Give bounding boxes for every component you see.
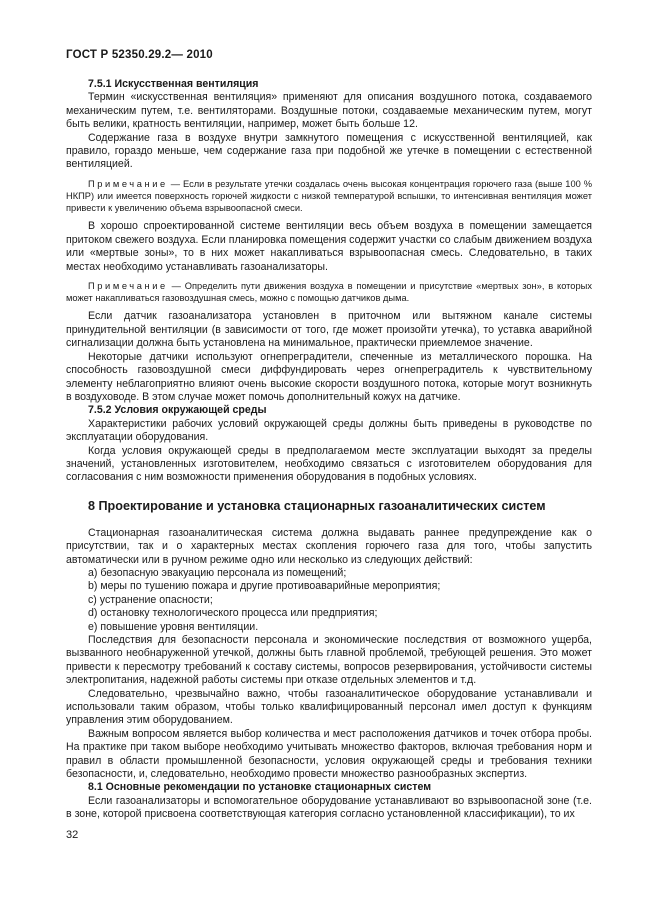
paragraph: Содержание газа в воздухе внутри замкнутого помещения с искусственной вентиляцией, как правило, гораздо меньше, чем содержание газа при подобной же утечке в помещении с естественной вентиляцией. [66, 131, 592, 171]
list-item: e) повышение уровня вентиляции. [88, 620, 259, 633]
paragraph: Термин «искусственная вентиляция» применяют для описания воздушного потока, создаваемого механическим путем, т.е. вентиляторами. Воздушные потоки, создаваемые механическим путем, могут быть велики, кратность вентиляции, например, может быть больше 12. [66, 91, 592, 131]
page-number: 32 [66, 829, 79, 841]
subsection-heading-7-5-2: 7.5.2 Условия окружающей среды [88, 404, 267, 417]
list-item: а) безопасную эвакуацию персонала из помещений; [88, 566, 347, 579]
section-title-8: 8 Проектирование и установка стационарных газоаналитических систем [88, 498, 546, 513]
paragraph: В хорошо спроектированной системе вентиляции весь объем воздуха в помещении замещается притоком свежего воздуха. Если планировка помещения содержит участки со слабым движением воздуха или «мертвые зоны», то в них может накапливаться взрывоопасная смесь. Следовательно, в таких местах необходимо устанавливать газоанализаторы. [66, 220, 592, 273]
note-label: Примечание [88, 178, 168, 189]
note-text: — Если в результате утечки создалась очень высокая концентрация горючего газа (выше 100 % НКПР) или имеется поверхность горючей жидкости с низкой температурой вспышки, то интенсивная вентиляция может привести к увеличению объема взрывоопасной смеси. [66, 178, 592, 214]
note [66, 178, 592, 215]
paragraph: Если газоанализаторы и вспомогательное оборудование устанавливают во взрывоопасной зоне (т.е. в зоне, которой присвоена соответствующая категория согласно установленной классификации), то их [66, 794, 592, 821]
paragraph: Стационарная газоаналитическая система должна выдавать раннее предупреждение как о присутствии, так и о характерных местах скопления горючего газа для того, чтобы запустить автоматически или в ручном режиме одно или несколько из следующих действий: [66, 526, 592, 566]
page-header: ГОСТ Р 52350.29.2— 2010 [66, 49, 213, 61]
paragraph: Когда условия окружающей среды в предполагаемом месте эксплуатации выходят за пределы значений, установленных изготовителем, необходимо связаться с изготовителем оборудования для согласования с ним возможности применения оборудования в подобных условиях. [66, 444, 592, 484]
note-text: — Определить пути движения воздуха в помещении и присутствие «мертвых зон», в которых может накапливаться газовоздушная смесь, можно с помощью датчиков дыма. [66, 281, 592, 304]
note [66, 280, 592, 304]
paragraph: Важным вопросом является выбор количества и мест расположения датчиков и точек отбора пробы. На практике при таком выборе необходимо учитывать множество факторов, включая требования норм и правил в области промышленной безопасности, условия окружающей среды и требования техники безопасности, и, следовательно, необходимо провести множество разнообразных экспертиз. [66, 727, 592, 781]
action-list [66, 567, 592, 634]
subsection-heading-7-5-1: 7.5.1 Искусственная вентиляция [88, 78, 259, 90]
list-item: c) устранение опасности; [88, 593, 213, 606]
list-item: d) остановку технологического процесса или предприятия; [88, 607, 378, 620]
paragraph: Если датчик газоанализатора установлен в приточном или вытяжном канале системы принудительной вентиляции (в зависимости от того, где может произойти утечка), то уставка аварийной сигнализации должна быть установлена на минимальное, практически приемлемое значение. [66, 310, 592, 350]
subsection-heading-8-1: 8.1 Основные рекомендации по установке стационарных систем [88, 781, 432, 794]
note-label: Примечание [88, 281, 168, 292]
paragraph: Последствия для безопасности персонала и экономические последствия от возможного ущерба, вызванного необнаруженной утечкой, должны быть главной проблемой, требующей решения. Это может привести к пересмотру требований к составу системы, вопросов резервирования, устойчивости системы электропитания, надежной работы системы при отказе отдельных элементов и т.д. [66, 634, 592, 687]
paragraph: Некоторые датчики используют огнепреградители, спеченные из металлического порошка. На способность газовоздушной смеси диффундировать через огнепреградитель к чувствительному элементу неблагоприятно влияют очень высокие скорости воздушного потока, которые могут возникнуть в воздуховоде. В этом случае может помочь дополнительный кожух на датчике. [66, 350, 592, 403]
list-item: b) меры по тушению пожара и другие противоаварийные мероприятия; [88, 580, 441, 593]
paragraph: Характеристики рабочих условий окружающей среды должны быть приведены в руководстве по эксплуатации оборудования. [66, 417, 592, 444]
page-content [66, 78, 592, 822]
paragraph: Следовательно, чрезвычайно важно, чтобы газоаналитическое оборудование устанавливали и использовали таким образом, чтобы только квалифицированный персонал имел доступ к функциям управления этим оборудованием. [66, 687, 592, 727]
